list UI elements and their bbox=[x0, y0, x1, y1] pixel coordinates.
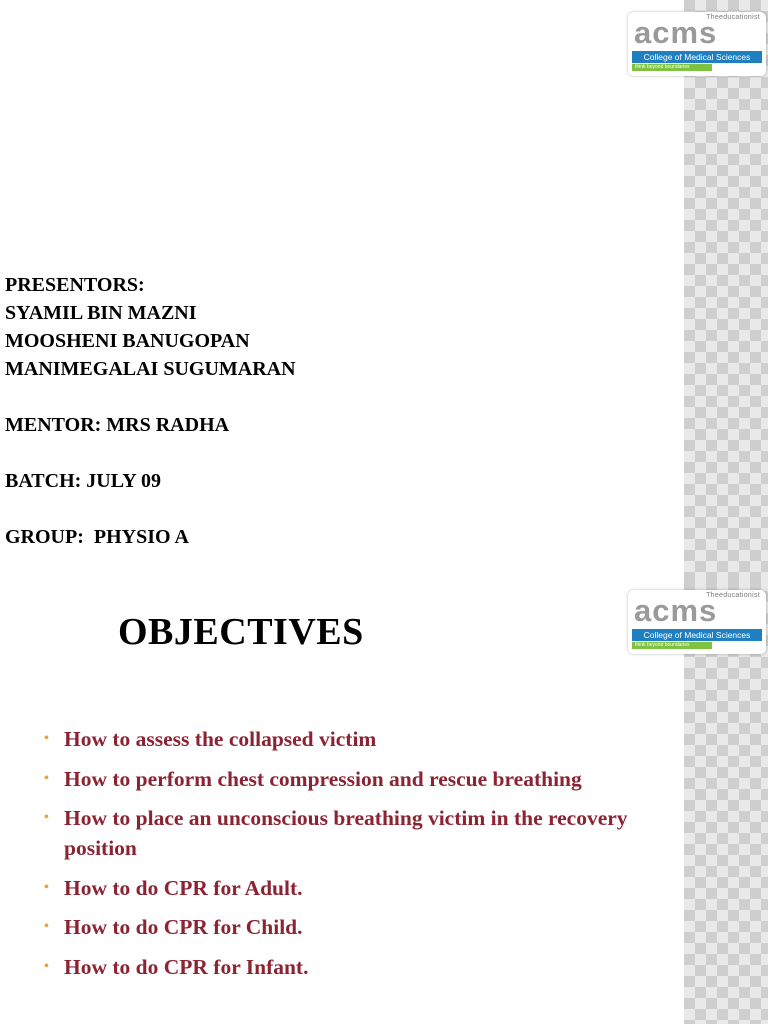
list-item bbox=[42, 873, 690, 903]
logo-college-name: College of Medical Sciences bbox=[632, 51, 762, 63]
logo-motto: think beyond boundaries bbox=[632, 64, 712, 71]
acms-logo bbox=[628, 12, 766, 76]
objective-text: How to place an unconscious breathing victim in the recovery position bbox=[64, 806, 628, 860]
list-item bbox=[42, 952, 690, 982]
presentor-name: SYAMIL BIN MAZNI bbox=[5, 302, 197, 324]
logo-wordmark: acms bbox=[634, 593, 718, 628]
objectives-slide bbox=[0, 580, 768, 1024]
objectives-list bbox=[42, 724, 690, 991]
side-pattern-panel bbox=[684, 0, 768, 580]
batch-line: BATCH: JULY 09 bbox=[5, 470, 161, 492]
objective-text: How to perform chest compression and rescue breathing bbox=[64, 766, 582, 791]
objective-text: How to do CPR for Child. bbox=[64, 915, 303, 939]
bullet-dot-icon: • bbox=[44, 810, 49, 825]
logo-wordmark: acms bbox=[634, 15, 718, 50]
bullet-dot-icon: • bbox=[44, 958, 49, 974]
presentors-heading: PRESENTORS: bbox=[5, 274, 145, 296]
group-line: GROUP: PHYSIO A bbox=[5, 526, 189, 548]
list-item bbox=[42, 912, 690, 942]
list-item bbox=[42, 764, 690, 794]
presentor-name: MANIMEGALAI SUGUMARAN bbox=[5, 358, 296, 380]
objective-text: How to assess the collapsed victim bbox=[64, 727, 377, 751]
bullet-dot-icon: • bbox=[44, 919, 49, 934]
list-item bbox=[42, 803, 690, 863]
logo-motto: think beyond boundaries bbox=[632, 642, 712, 649]
acms-logo bbox=[628, 590, 766, 654]
mentor-line: MENTOR: MRS RADHA bbox=[5, 414, 230, 436]
presentation-info bbox=[5, 271, 296, 551]
bullet-dot-icon: • bbox=[44, 770, 49, 786]
logo-tagline: Theeducationist bbox=[706, 14, 760, 21]
objective-text: How to do CPR for Adult. bbox=[64, 875, 303, 900]
bullet-dot-icon: • bbox=[44, 731, 49, 746]
objective-text: How to do CPR for Infant. bbox=[64, 954, 309, 979]
bullet-dot-icon: • bbox=[44, 879, 49, 895]
logo-college-name: College of Medical Sciences bbox=[632, 629, 762, 641]
list-item bbox=[42, 724, 690, 754]
logo-tagline: Theeducationist bbox=[706, 592, 760, 599]
presentor-name: MOOSHENI BANUGOPAN bbox=[5, 330, 250, 352]
slide-title: OBJECTIVES bbox=[118, 611, 364, 653]
